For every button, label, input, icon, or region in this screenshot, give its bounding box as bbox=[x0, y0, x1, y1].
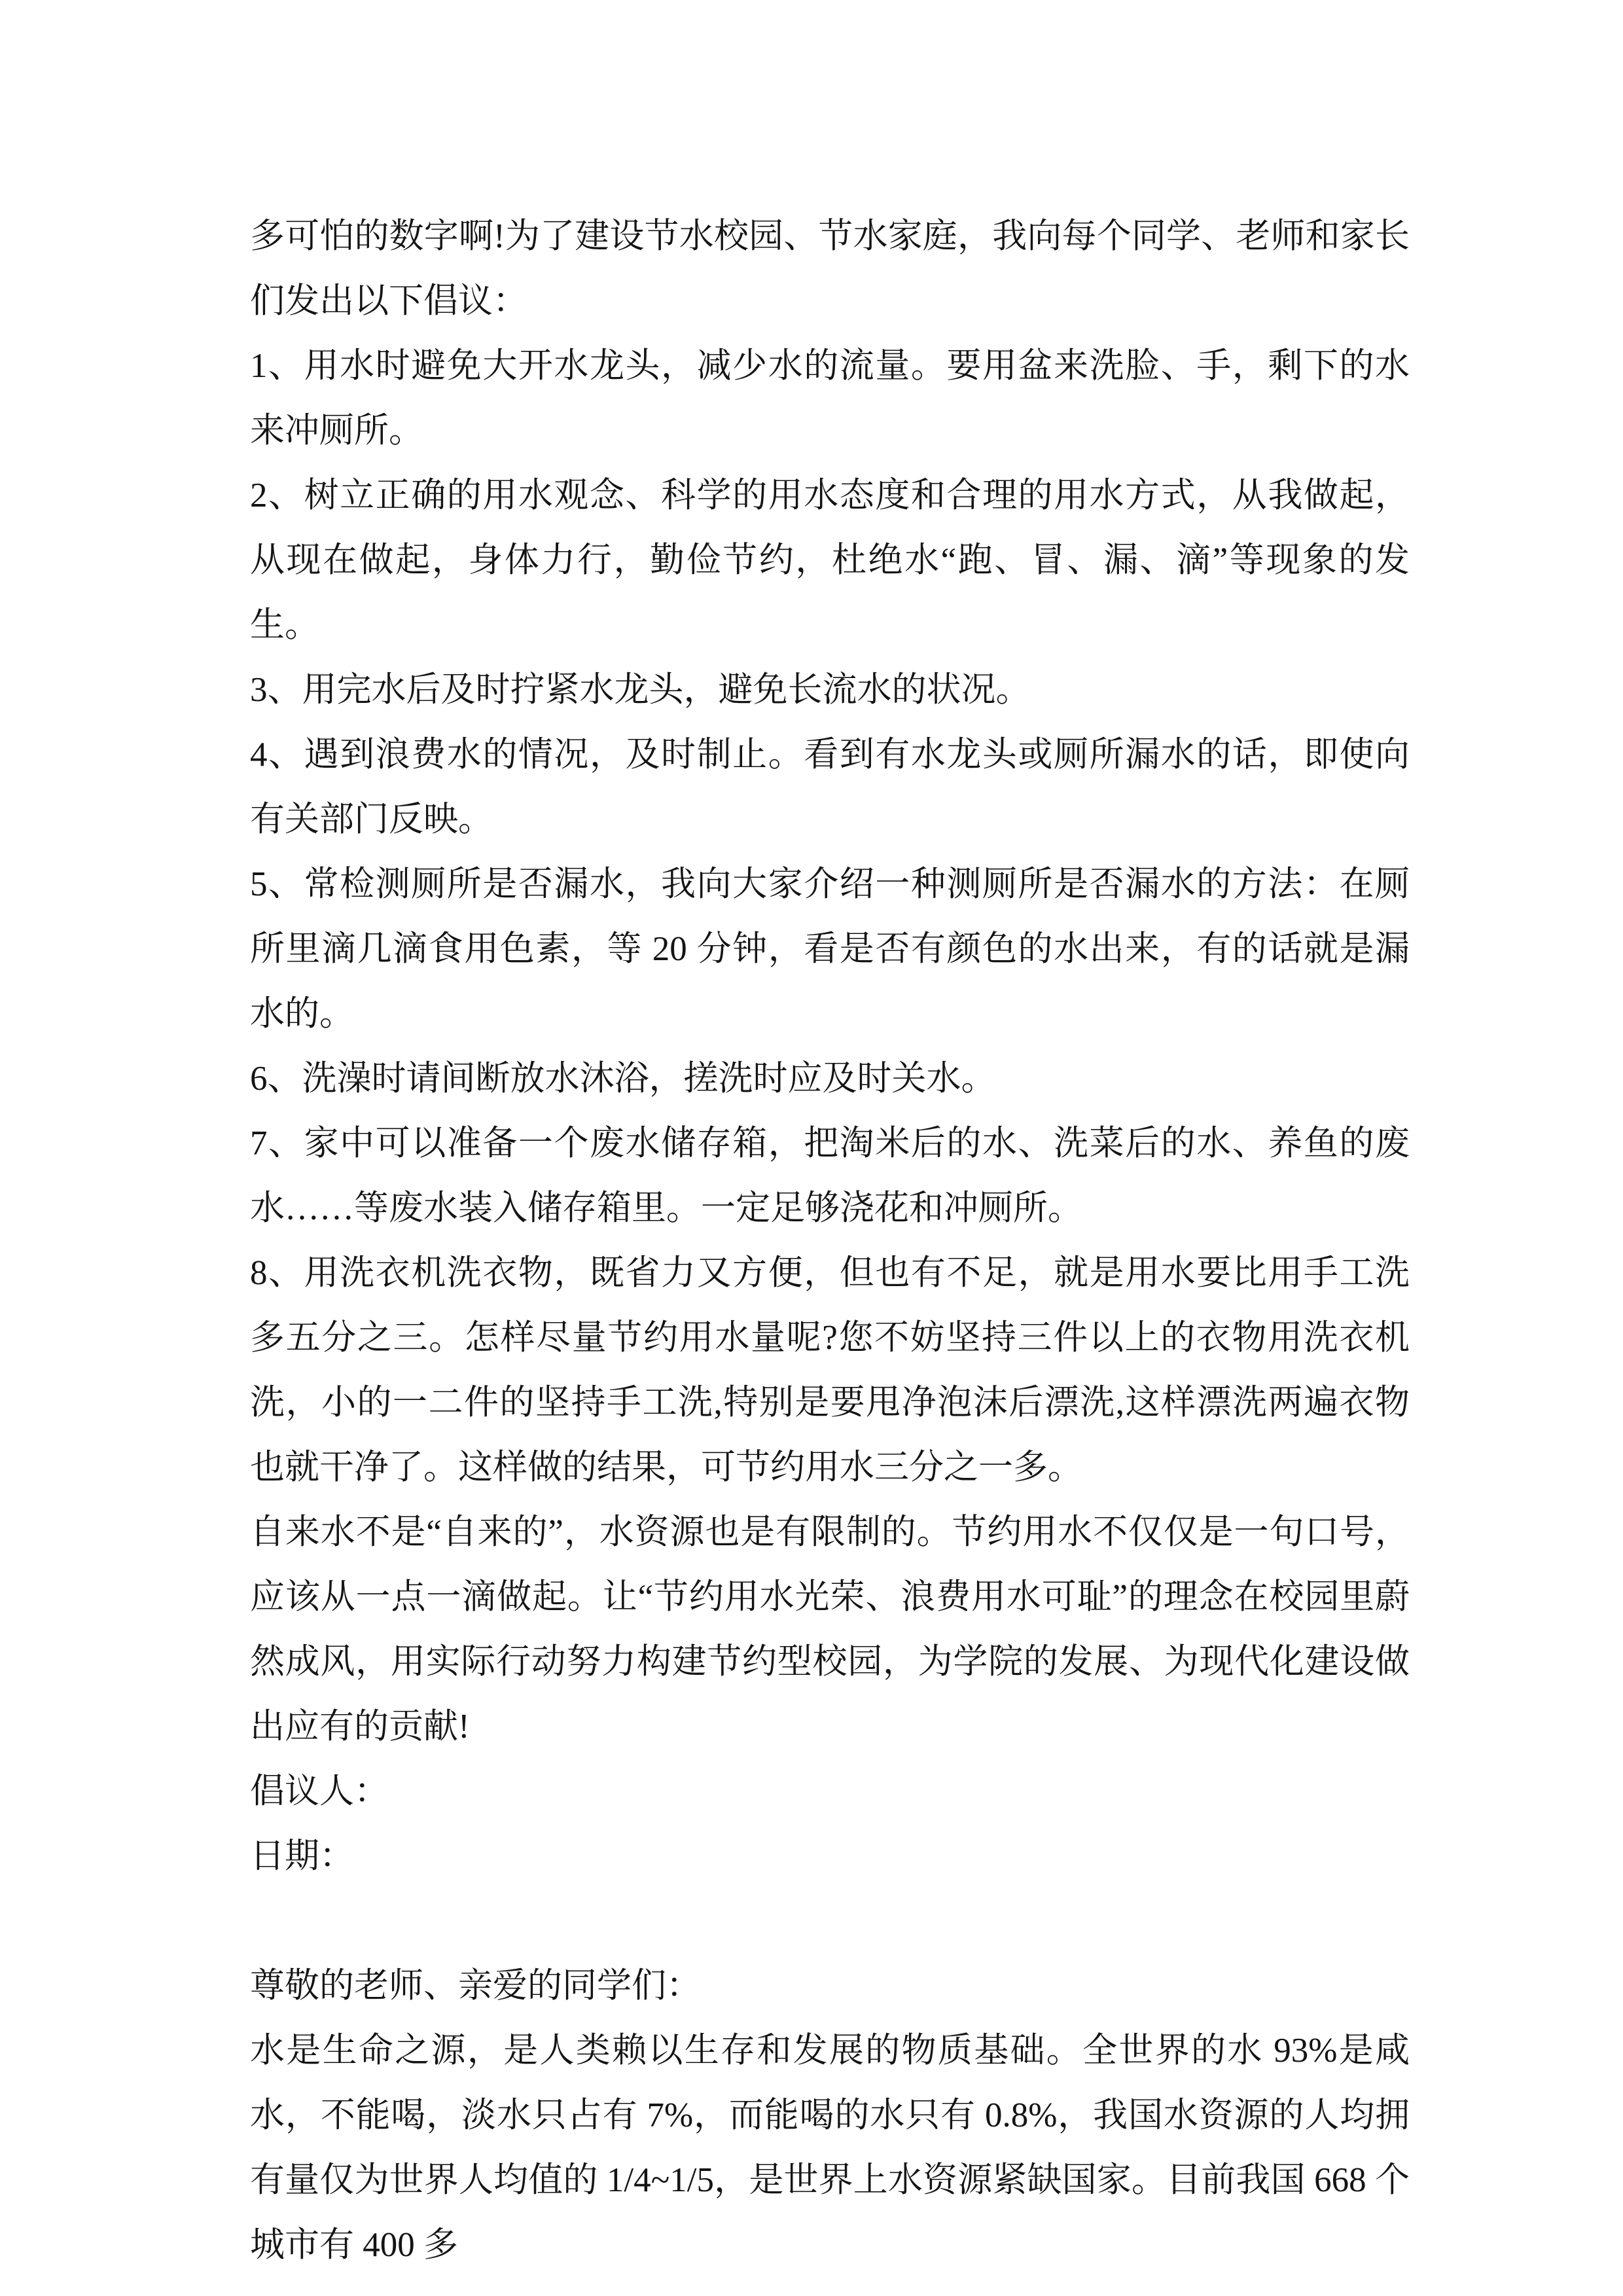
paragraph-proposer-label: 倡议人： bbox=[250, 1772, 389, 1810]
paragraph-item-8: 8、用洗衣机洗衣物，既省力又方便，但也有不足，就是用水要比用手工洗多五分之三。怎样尽量节约用水量呢?您不妨坚持三件以上的衣物用洗衣机洗，小的一二件的坚持手工洗,特别是要甩净泡沫后漂洗,这样漂洗两遍衣物也就干净了。这样做的结果，可节约用水三分之一多。 bbox=[250, 1254, 1410, 1486]
paragraph-item-1: 1、用水时避免大开水龙头，减少水的流量。要用盆来洗脸、手，剩下的水来冲厕所。 bbox=[250, 347, 1410, 450]
paragraph-item-3: 3、用完水后及时拧紧水龙头，避免长流水的状况。 bbox=[250, 671, 1031, 709]
paragraph-item-6: 6、洗澡时请间断放水沐浴，搓洗时应及时关水。 bbox=[250, 1060, 996, 1098]
paragraph-water-facts: 水是生命之源，是人类赖以生存和发展的物质基础。全世界的水 93%是咸水，不能喝，淡水只占有 7%，而能喝的水只有 0.8%，我国水资源的人均拥有量仅为世界人均值的 1/4~1/5，是世界上水资源紧缺国家。目前我国 668 个城市有 400 多 bbox=[250, 2032, 1410, 2264]
paragraph-blank bbox=[250, 1889, 1410, 1954]
paragraph-item-7: 7、家中可以准备一个废水储存箱，把淘米后的水、洗菜后的水、养鱼的废水……等废水装入储存箱里。一定足够浇花和冲厕所。 bbox=[250, 1124, 1410, 1227]
paragraph-item-4: 4、遇到浪费水的情况，及时制止。看到有水龙头或厕所漏水的话，即使向有关部门反映。 bbox=[250, 736, 1410, 838]
paragraph-intro: 多可怕的数字啊!为了建设节水校园、节水家庭，我向每个同学、老师和家长们发出以下倡议： bbox=[250, 217, 1410, 320]
paragraph-item-5: 5、常检测厕所是否漏水，我向大家介绍一种测厕所是否漏水的方法：在厕所里滴几滴食用色素，等 20 分钟，看是否有颜色的水出来，有的话就是漏水的。 bbox=[250, 865, 1410, 1033]
paragraph-closing: 自来水不是“自来的”，水资源也是有限制的。节约用水不仅仅是一句口号，应该从一点一滴做起。让“节约用水光荣、浪费用水可耻”的理念在校园里蔚然成风，用实际行动努力构建节约型校园，为学院的发展、为现代化建设做出应有的贡献! bbox=[250, 1513, 1410, 1746]
paragraph-date-label: 日期： bbox=[250, 1837, 354, 1875]
paragraph-item-2: 2、树立正确的用水观念、科学的用水态度和合理的用水方式，从我做起，从现在做起，身体力行，勤俭节约，杜绝水“跑、冒、漏、滴”等现象的发生。 bbox=[250, 476, 1410, 644]
paragraph-salutation: 尊敬的老师、亲爱的同学们： bbox=[250, 1967, 701, 2005]
